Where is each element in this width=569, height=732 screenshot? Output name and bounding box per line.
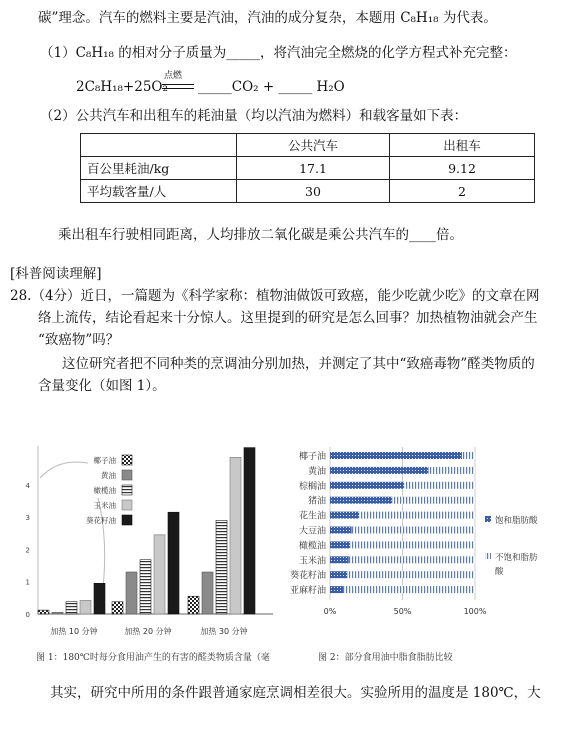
bar-黄油 <box>202 572 213 614</box>
bar-椰子油 <box>188 596 199 614</box>
table-cell <box>81 134 237 157</box>
category-label: 椰子油 <box>298 452 326 462</box>
legend-swatch <box>122 470 132 480</box>
legend-label: 橄榄油 <box>93 486 116 495</box>
decor-line <box>98 498 105 588</box>
bar-玉米油 <box>80 600 91 614</box>
text-line: 含量变化（如图 1）。 <box>38 378 166 394</box>
bar-saturated <box>330 556 349 563</box>
bar-unsaturated <box>462 452 475 459</box>
bar-unsaturated <box>392 497 475 504</box>
group-label: 加热 30 分钟 <box>200 627 248 636</box>
decor-line <box>40 462 88 478</box>
bar-玉米油 <box>230 457 241 614</box>
bar-unsaturated <box>350 541 475 548</box>
figure-1-chart <box>18 438 280 653</box>
question-1: （1）C₈H₁₈ 的相对分子质量为_____，将汽油完全燃烧的化学方程式补充完整： <box>40 45 517 61</box>
bar-saturated <box>330 512 359 519</box>
bar-unsaturated <box>359 512 475 519</box>
bar-unsaturated <box>352 527 475 534</box>
bar-葵花籽油 <box>244 448 255 614</box>
equation-arrow <box>162 84 194 89</box>
y-tick-label: 0 <box>25 611 30 619</box>
bar-saturated <box>330 497 392 504</box>
bar-椰子油 <box>38 610 49 614</box>
legend-swatch <box>485 516 491 522</box>
bar-玉米油 <box>154 535 165 614</box>
group-label: 加热 20 分钟 <box>124 627 172 636</box>
table-cell: 百公里耗油/kg <box>81 157 237 180</box>
table-cell: 2 <box>390 180 535 203</box>
category-label: 猪油 <box>307 496 326 507</box>
category-label: 葵花籽油 <box>289 571 326 582</box>
y-tick-label: 1 <box>25 578 30 587</box>
question-28: 28.（4分）近日，一篇题为《科学家称：植物油做饭可致癌，能少吃就少吃》的文章在网 <box>10 288 540 304</box>
bar-橄榄油 <box>66 602 77 614</box>
text-line-1: 碳”理念。汽车的燃料主要是汽油，汽油的成分复杂，本题用 C₈H₁₈ 为代表。 <box>38 10 497 26</box>
x-tick-label: 50% <box>393 607 412 616</box>
y-tick-label: 4 <box>25 481 30 490</box>
bar-葵花籽油 <box>168 512 179 614</box>
category-label: 黄油 <box>307 466 326 477</box>
category-label: 花生油 <box>298 511 326 522</box>
equation-condition: 点燃 <box>164 71 183 81</box>
bar-unsaturated <box>343 586 475 593</box>
table-cell: 公共汽车 <box>237 134 390 157</box>
bar-saturated <box>330 452 462 459</box>
legend-label: 不饱和脂肪 <box>495 553 538 563</box>
y-tick-label: 3 <box>25 514 30 523</box>
bar-saturated <box>330 482 404 489</box>
category-label: 棕榈油 <box>298 481 326 492</box>
figure-2-chart <box>280 443 565 643</box>
legend-swatch <box>122 485 132 495</box>
category-label: 亚麻籽油 <box>289 586 326 597</box>
text-line: 络上流传，结论看起来十分惊人。这里提到的研究是怎么回事？加热植物油就会产生 <box>38 310 538 326</box>
legend-label: 黄油 <box>101 471 116 480</box>
legend-label: 葵花籽油 <box>86 516 116 525</box>
bar-saturated <box>330 527 352 534</box>
legend-swatch <box>122 500 132 510</box>
bar-saturated <box>330 571 347 578</box>
legend-label: 酸 <box>495 567 504 577</box>
table-cell: 出租车 <box>390 134 535 157</box>
question-2-prompt: 乘出租车行驶相同距离，人均排放二氧化碳是乘公共汽车的____倍。 <box>58 227 463 243</box>
bar-unsaturated <box>347 571 475 578</box>
text-line-last: 其实，研究中所用的条件跟普通家庭烹调相差很大。实验所用的温度是 180℃，大 <box>50 685 541 701</box>
bar-橄榄油 <box>140 560 151 614</box>
figure-2-caption: 图 2：部分食用油中脂食脂肪比较 <box>318 653 453 663</box>
fuel-table <box>80 133 535 203</box>
legend-swatch <box>122 515 132 525</box>
table-cell: 9.12 <box>390 157 535 180</box>
bar-葵花籽油 <box>94 583 105 614</box>
category-label: 大豆油 <box>298 526 326 537</box>
bar-unsaturated <box>404 482 475 489</box>
category-label: 橄榄油 <box>298 541 326 552</box>
text-line: 这位研究者把不同种类的烹调油分别加热，并测定了其中“致癌毒物”醛类物质的 <box>62 356 535 372</box>
bar-saturated <box>330 541 350 548</box>
legend-label: 玉米油 <box>93 501 116 510</box>
legend-swatch <box>122 455 132 465</box>
group-label: 加热 10 分钟 <box>50 627 98 636</box>
bar-椰子油 <box>112 602 123 614</box>
legend-label: 椰子油 <box>93 456 116 465</box>
bar-saturated <box>330 467 429 474</box>
x-tick-label: 100% <box>463 607 487 616</box>
y-tick-label: 2 <box>25 546 30 555</box>
category-label: 玉米油 <box>298 556 326 567</box>
bar-黄油 <box>126 572 137 614</box>
text-line: “致癌物”吗？ <box>38 332 120 348</box>
bar-saturated <box>330 586 343 593</box>
table-row <box>81 180 535 203</box>
table-row <box>81 134 535 157</box>
bar-unsaturated <box>429 467 475 474</box>
section-heading: [科普阅读理解] <box>10 266 102 282</box>
equation-left: 2C₈H₁₈+25O₂ <box>76 79 168 95</box>
figure-1-caption: 图 1：180℃时每分食用油产生的有害的醛类物质含量（毫 <box>36 653 270 663</box>
table-cell: 平均载客量/人 <box>81 180 237 203</box>
equation-right: _____CO₂ + _____ H₂O <box>198 79 345 95</box>
table-cell: 17.1 <box>237 157 390 180</box>
table-cell: 30 <box>237 180 390 203</box>
bar-黄油 <box>52 612 63 614</box>
bar-橄榄油 <box>216 520 227 614</box>
legend-label: 饱和脂肪酸 <box>495 516 538 526</box>
legend-swatch <box>485 553 491 559</box>
question-2: （2）公共汽车和出租车的耗油量（均以汽油为燃料）和载客量如下表： <box>40 108 468 124</box>
table-row <box>81 157 535 180</box>
x-tick-label: 0% <box>323 607 337 616</box>
bar-unsaturated <box>349 556 475 563</box>
